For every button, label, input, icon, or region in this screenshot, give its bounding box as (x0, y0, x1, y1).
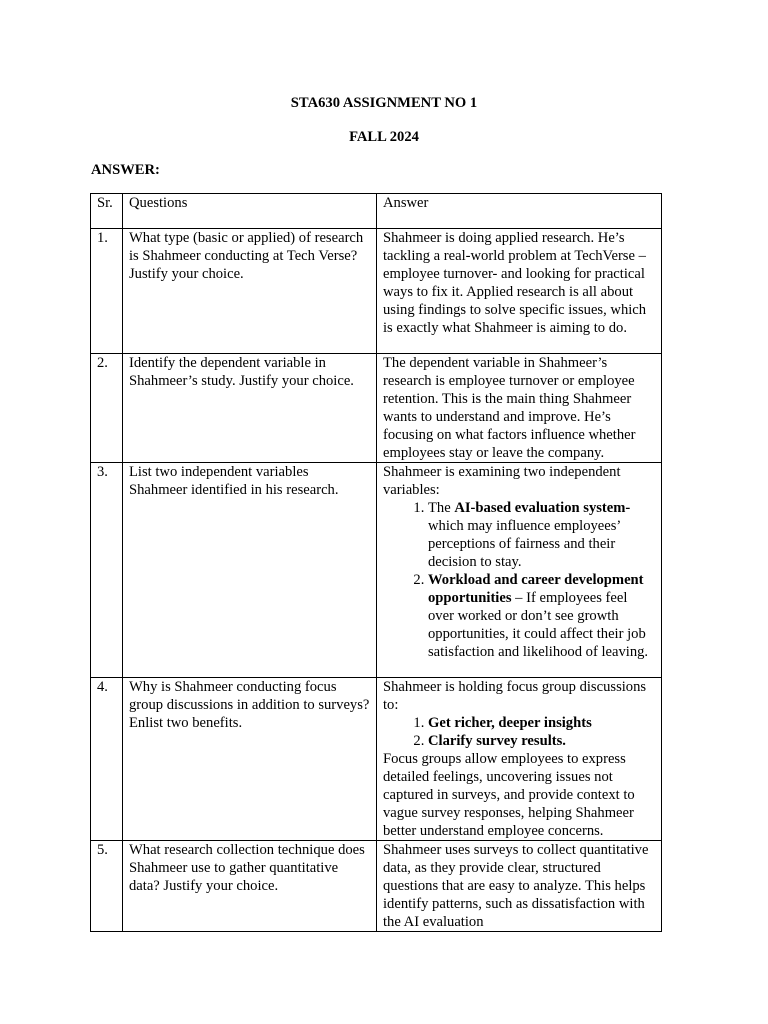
question-cell: What research collection technique does Shahmeer use to gather quantitative data? Justify your choice. (123, 841, 377, 932)
answer-cell (377, 678, 662, 841)
answer-cell: Shahmeer is doing applied research. He’s tackling a real-world problem at TechVerse – employee turnover- and looking for practical ways to fix it. Applied research is all about using findings to solve specific issues, which is exactly what Shahmeer is aiming to do. (377, 229, 662, 354)
table-row (91, 354, 662, 463)
table-row (91, 229, 662, 354)
list-item (428, 732, 655, 750)
list-item (428, 714, 655, 732)
answer-label: ANSWER: (91, 162, 160, 178)
answer-list (383, 714, 655, 750)
answer-list (383, 499, 655, 661)
document-title: STA630 ASSIGNMENT NO 1 (290, 95, 478, 111)
item-bold-text: Get richer, deeper insights (428, 715, 592, 731)
item-rest-text: which may influence employees’ perceptions of fairness and their decision to stay. (428, 518, 621, 570)
question-cell: Why is Shahmeer conducting focus group discussions in addition to surveys? Enlist two benefits. (123, 678, 377, 841)
column-header-sr: Sr. (91, 194, 123, 229)
answer-cell: Shahmeer uses surveys to collect quantitative data, as they provide clear, structured questions that are easy to analyze. This helps identify patterns, such as dissatisfaction with the AI evaluation (377, 841, 662, 932)
item-bold-text: AI-based evaluation system- (454, 500, 631, 516)
row-number: 1. (91, 229, 123, 354)
column-header-answer: Answer (377, 194, 662, 229)
list-item (428, 499, 655, 571)
list-item (428, 571, 655, 661)
table-row (91, 463, 662, 678)
question-cell: List two independent variables Shahmeer identified in his research. (123, 463, 377, 678)
question-cell: Identify the dependent variable in Shahmeer’s study. Justify your choice. (123, 354, 377, 463)
item-prefix: The (428, 500, 455, 516)
row-number: 3. (91, 463, 123, 678)
item-bold-text: Workload and career development opportunities (428, 572, 644, 606)
answer-outro: Focus groups allow employees to express detailed feelings, uncovering issues not captured in surveys, and provide context to vague survey responses, helping Shahmeer better understand employee concerns. (383, 751, 635, 839)
answer-cell: The dependent variable in Shahmeer’s research is employee turnover or employee retention. This is the main thing Shahmeer wants to understand and improve. He’s focusing on what factors influence whether employees stay or leave the company. (377, 354, 662, 463)
question-cell: What type (basic or applied) of research is Shahmeer conducting at Tech Verse? Justify your choice. (123, 229, 377, 354)
item-rest-text: – If employees feel over worked or don’t see growth opportunities, it could affect their job satisfaction and likelihood of leaving. (428, 590, 649, 660)
answer-cell (377, 463, 662, 678)
answer-intro: Shahmeer is examining two independent variables: (383, 464, 621, 498)
row-number: 4. (91, 678, 123, 841)
document-term: FALL 2024 (349, 129, 419, 145)
table-row (91, 678, 662, 841)
table-header-row (91, 194, 662, 229)
row-number: 2. (91, 354, 123, 463)
qa-table (90, 193, 662, 932)
table-row (91, 841, 662, 932)
item-bold-text: Clarify survey results. (428, 733, 566, 749)
answer-intro: Shahmeer is holding focus group discussions to: (383, 679, 647, 713)
column-header-questions: Questions (123, 194, 377, 229)
row-number: 5. (91, 841, 123, 932)
